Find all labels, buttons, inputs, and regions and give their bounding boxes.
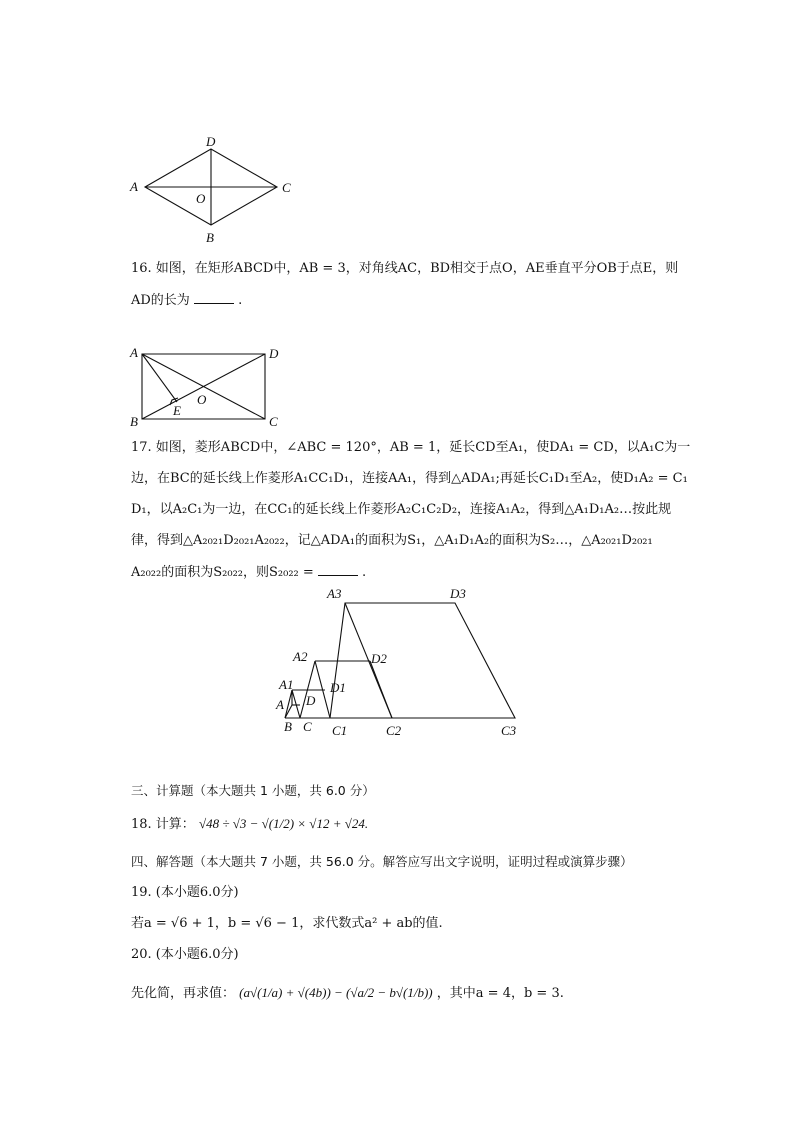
q20-text: 先化简，再求值： xyxy=(131,986,236,1001)
q17-line3: D₁，以A₂C₁为一边，在CC₁的延长线上作菱形A₂C₁C₂D₂，连接A₁A₂，得到△A₁D₁A₂…按此规 xyxy=(131,502,672,517)
q18-expression: √48 ÷ √3 − √(1/2) × √12 + √24. xyxy=(198,816,369,831)
q17-line1: 17. 如图，菱形ABCD中，∠ABC = 120°，AB = 1，延长CD至A₁，使DA₁ = CD，以A₁C为一 xyxy=(131,440,691,455)
q20-head: 20. (本小题6.0分) xyxy=(131,947,239,962)
q19-head: 19. (本小题6.0分) xyxy=(131,885,239,900)
label-a1: A1 xyxy=(279,677,294,692)
label-c: C xyxy=(269,414,278,429)
label-b: B xyxy=(284,719,292,734)
q17-line4: 律，得到△A₂₀₂₁D₂₀₂₁A₂₀₂₂，记△ADA₁的面积为S₁，△A₁D₁A₂的面积为S₂…，△A₂₀₂₁D₂₀₂₁ xyxy=(131,533,653,548)
q19-body: 若a = √6 + 1，b = √6 − 1，求代数式a² + ab的值. xyxy=(131,916,443,931)
label-a3: A3 xyxy=(327,586,342,601)
q18-label: 18. 计算： xyxy=(131,817,195,832)
label-a2: A2 xyxy=(293,649,308,664)
q16-line2 xyxy=(131,291,242,310)
label-d3: D3 xyxy=(450,586,466,601)
segment-ab xyxy=(285,705,292,718)
label-d: D xyxy=(206,134,216,149)
label-a: A xyxy=(130,179,138,194)
label-c: C xyxy=(303,719,312,734)
rhombus-chain-figure xyxy=(270,583,530,743)
section4-heading: 四、解答题（本大题共 7 小题，共 56.0 分。解答应写出文字说明，证明过程或演算步骤） xyxy=(131,854,633,869)
segment-ae xyxy=(142,354,177,402)
label-d2: D2 xyxy=(371,651,387,666)
label-c3: C3 xyxy=(501,723,517,738)
label-d: D xyxy=(306,693,316,708)
q18-line xyxy=(131,815,368,834)
label-c1: C1 xyxy=(332,723,348,738)
label-a: A xyxy=(276,697,284,712)
segment-a1b xyxy=(285,690,292,718)
answer-blank-17 xyxy=(318,563,358,576)
q20-expression: (a√(1/a) + √(4b)) − (√a/2 − b√(1/b)) xyxy=(239,985,433,1000)
q20-condition: ，其中a = 4，b = 3. xyxy=(436,986,564,1001)
label-c: C xyxy=(282,180,291,195)
segment-a1c xyxy=(292,690,300,718)
label-b: B xyxy=(130,414,138,429)
q17-line2: 边，在BC的延长线上作菱形A₁CC₁D₁，连接AA₁，得到△ADA₁;再延长C₁D₁至A₂，使D₁A₂ = C₁ xyxy=(131,471,688,486)
label-b: B xyxy=(206,230,214,245)
label-c2: C2 xyxy=(386,723,402,738)
rhombus-figure xyxy=(120,130,310,250)
q16-end: . xyxy=(238,293,243,308)
q17-end: . xyxy=(362,565,367,580)
section3-heading: 三、计算题（本大题共 1 小题，共 6.0 分） xyxy=(131,783,375,798)
label-a: A xyxy=(130,345,138,360)
segment-d2c2 xyxy=(370,661,392,718)
q17-text: A₂₀₂₂的面积为S₂₀₂₂，则S₂₀₂₂ = xyxy=(131,565,314,580)
label-d: D xyxy=(269,346,279,361)
q20-body xyxy=(131,984,564,1003)
label-o: O xyxy=(196,191,206,206)
label-d1: D1 xyxy=(330,680,346,695)
rectangle-figure xyxy=(125,342,295,432)
q17-line5 xyxy=(131,563,366,582)
q16-line1: 16. 如图，在矩形ABCD中，AB = 3，对角线AC，BD相交于点O，AE垂直平分OB于点E，则 xyxy=(131,261,679,276)
label-o: O xyxy=(197,392,207,407)
label-e: E xyxy=(173,403,181,418)
q16-text: AD的长为 xyxy=(131,293,190,308)
answer-blank-16 xyxy=(194,291,234,304)
